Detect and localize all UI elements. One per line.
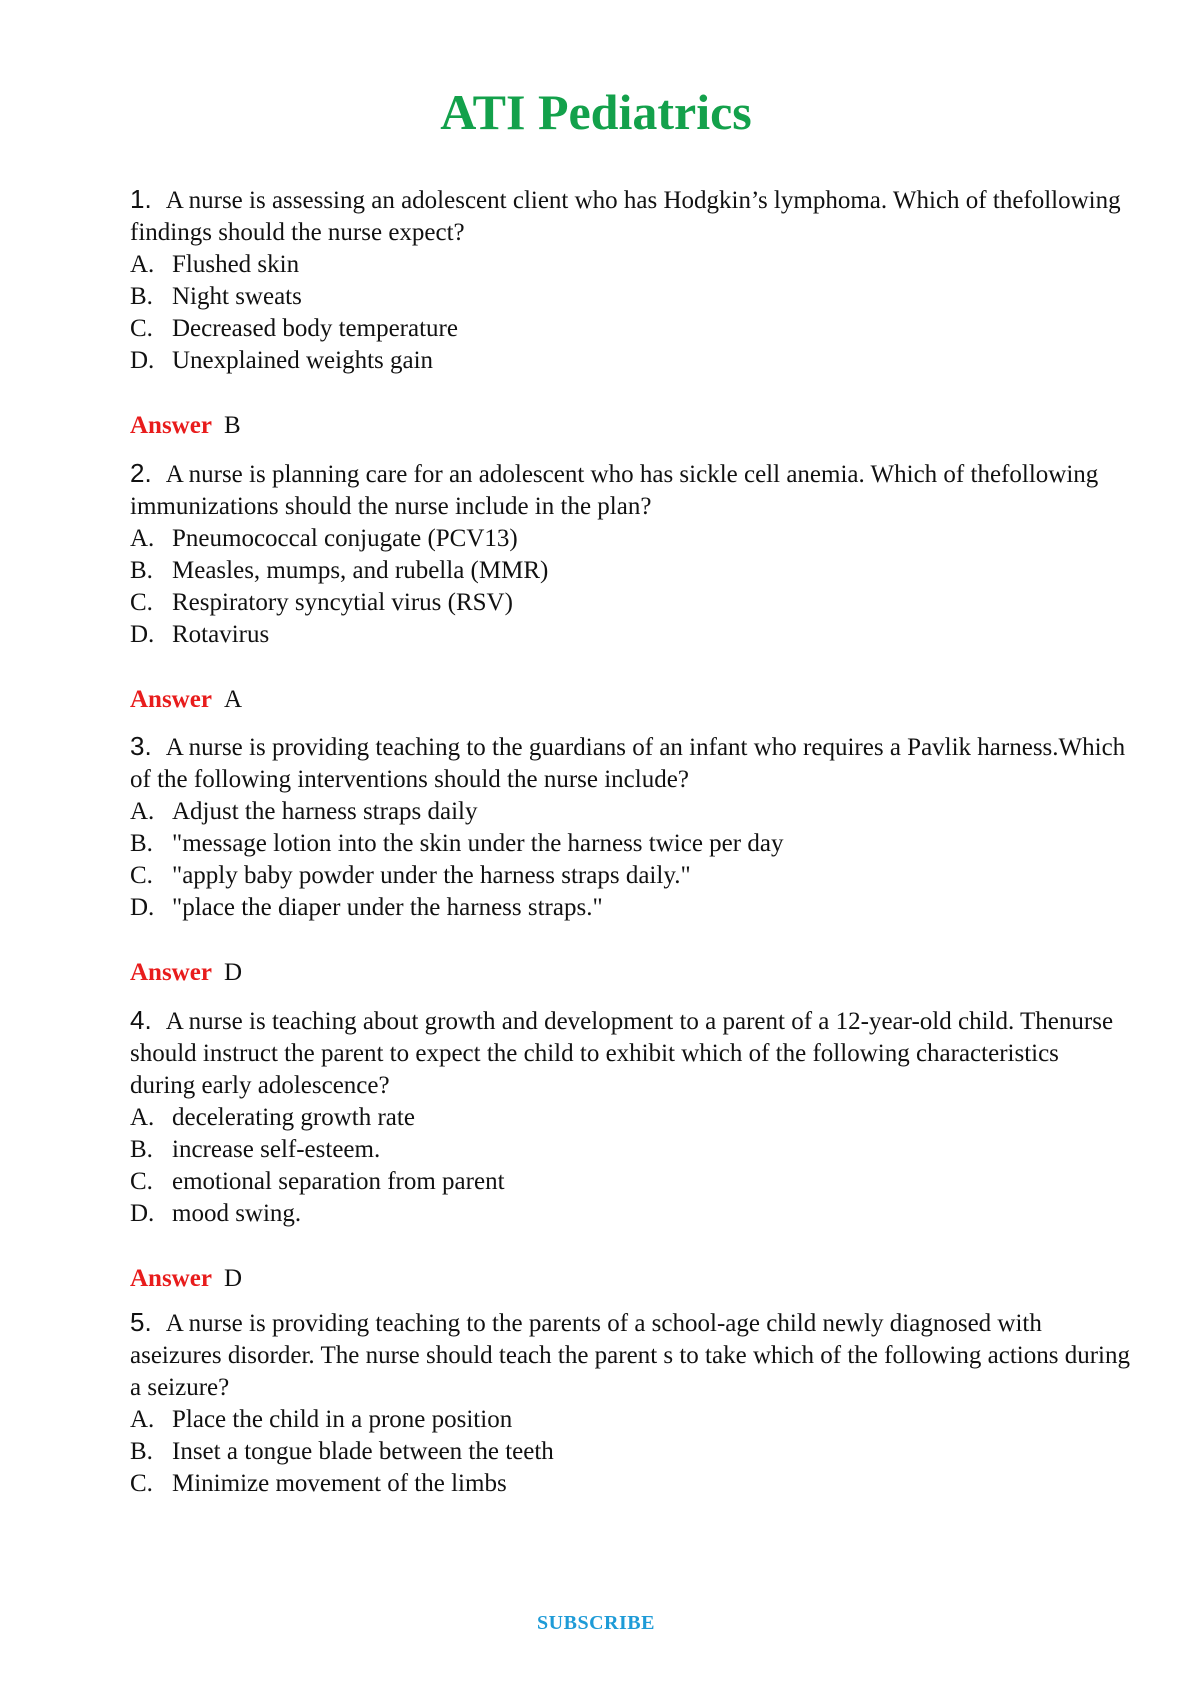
answer-line: [130, 1263, 1130, 1295]
option-text: mood swing.: [172, 1200, 302, 1227]
option-text: Unexplained weights gain: [172, 347, 434, 374]
option-letter: B.: [130, 830, 153, 857]
option-text: decelerating growth rate: [172, 1104, 415, 1131]
answer-label: Answer: [130, 959, 212, 986]
answer-label: Answer: [130, 412, 212, 439]
option-b: [130, 555, 1130, 587]
question-text: [130, 183, 1130, 249]
page-title: ATI Pediatrics: [440, 84, 752, 140]
option-a: [130, 796, 1130, 828]
option-d: [130, 1198, 1130, 1230]
option-letter: A.: [130, 525, 155, 552]
question-text: [130, 730, 1130, 796]
answer-value: D: [223, 1265, 242, 1292]
option-text: increase self-esteem.: [172, 1136, 381, 1163]
option-text: Measles, mumps, and rubella (MMR): [172, 557, 549, 584]
option-letter: B.: [130, 1136, 153, 1163]
option-letter: D.: [130, 894, 155, 921]
option-text: "message lotion into the skin under the harness twice per day: [172, 830, 784, 857]
option-letter: B.: [130, 1438, 153, 1465]
option-c: [130, 1166, 1130, 1198]
option-letter: B.: [130, 557, 153, 584]
question-body: A nurse is teaching about growth and development to a parent of a 12-year-old child. Thenurse should instruct the parent to expect the child to exhibit which of the following characteristics during early adolescence?: [130, 1008, 1114, 1099]
option-letter: A.: [130, 798, 155, 825]
answer-value: B: [223, 412, 241, 439]
option-a: [130, 523, 1130, 555]
option-letter: A.: [130, 1406, 155, 1433]
answer-line: [130, 957, 1130, 989]
question-text: [130, 457, 1130, 523]
option-letter: C.: [130, 862, 153, 889]
answer-label: Answer: [130, 686, 212, 713]
question-text: [130, 1306, 1130, 1404]
option-a: [130, 1102, 1130, 1134]
option-b: [130, 281, 1130, 313]
option-text: Inset a tongue blade between the teeth: [172, 1438, 554, 1465]
option-text: Decreased body temperature: [172, 315, 458, 342]
answer-value: D: [223, 959, 242, 986]
question-text: [130, 1004, 1130, 1102]
question-2: [130, 457, 1130, 716]
option-letter: A.: [130, 1104, 155, 1131]
option-letter: A.: [130, 251, 155, 278]
option-c: [130, 860, 1130, 892]
option-c: [130, 313, 1130, 345]
question-body: A nurse is providing teaching to the guardians of an infant who requires a Pavlik harness.Which of the following interventions should the nurse include?: [130, 734, 1126, 793]
option-d: [130, 892, 1130, 924]
option-text: "apply baby powder under the harness straps daily.": [172, 862, 691, 889]
option-d: [130, 345, 1130, 377]
option-text: Place the child in a prone position: [172, 1406, 513, 1433]
question-number: 5.: [130, 1307, 152, 1337]
option-letter: D.: [130, 347, 155, 374]
option-a: [130, 1404, 1130, 1436]
subscribe-link[interactable]: SUBSCRIBE: [537, 1612, 655, 1634]
option-text: Flushed skin: [172, 251, 300, 278]
option-text: Adjust the harness straps daily: [172, 798, 478, 825]
question-body: A nurse is providing teaching to the parents of a school-age child newly diagnosed with aseizures disorder. The nurse should teach the parent s to take which of the following actions during a seizure?: [130, 1310, 1130, 1401]
question-body: A nurse is planning care for an adolescent who has sickle cell anemia. Which of thefollowing immunizations should the nurse include in the plan?: [130, 461, 1099, 520]
option-text: Rotavirus: [172, 621, 270, 648]
option-a: [130, 249, 1130, 281]
option-letter: B.: [130, 283, 153, 310]
option-letter: D.: [130, 621, 155, 648]
option-text: Respiratory syncytial virus (RSV): [172, 589, 513, 616]
question-number: 3.: [130, 731, 152, 761]
question-body: A nurse is assessing an adolescent client who has Hodgkin’s lymphoma. Which of thefollowing findings should the nurse expect?: [130, 187, 1121, 246]
question-number: 2.: [130, 458, 152, 488]
question-5: [130, 1306, 1130, 1500]
option-letter: C.: [130, 1168, 153, 1195]
question-1: [130, 183, 1130, 442]
option-c: [130, 587, 1130, 619]
option-text: Minimize movement of the limbs: [172, 1470, 507, 1497]
answer-label: Answer: [130, 1265, 212, 1292]
question-3: [130, 730, 1130, 989]
option-letter: C.: [130, 589, 153, 616]
option-b: [130, 1134, 1130, 1166]
answer-line: [130, 684, 1130, 716]
question-4: [130, 1004, 1130, 1295]
option-text: Night sweats: [172, 283, 302, 310]
option-text: emotional separation from parent: [172, 1168, 505, 1195]
option-d: [130, 619, 1130, 651]
answer-value: A: [223, 686, 242, 713]
option-letter: C.: [130, 315, 153, 342]
option-c: [130, 1468, 1130, 1500]
question-number: 1.: [130, 184, 152, 214]
question-number: 4.: [130, 1005, 152, 1035]
option-text: Pneumococcal conjugate (PCV13): [172, 525, 518, 552]
answer-line: [130, 410, 1130, 442]
option-letter: C.: [130, 1470, 153, 1497]
option-letter: D.: [130, 1200, 155, 1227]
option-b: [130, 1436, 1130, 1468]
option-b: [130, 828, 1130, 860]
option-text: "place the diaper under the harness straps.": [172, 894, 603, 921]
